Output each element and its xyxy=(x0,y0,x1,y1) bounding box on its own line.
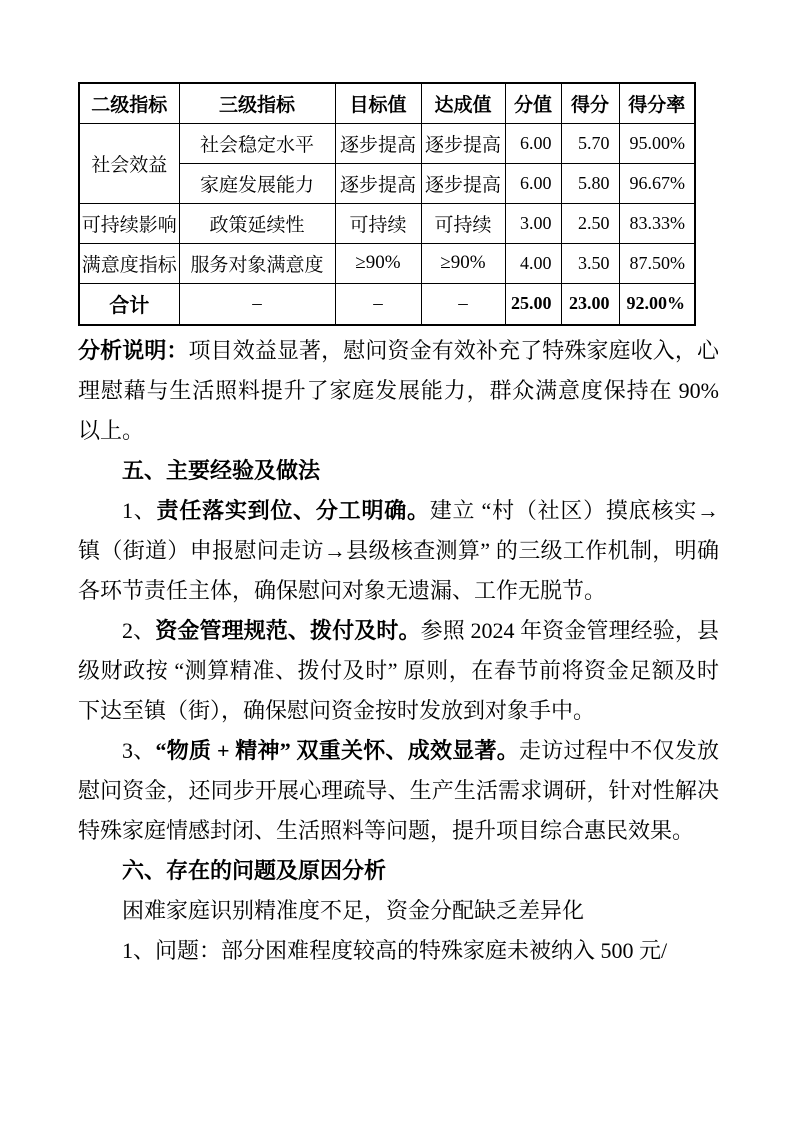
total-rate-cell: 92.00% xyxy=(619,283,695,325)
table-cell: 83.33% xyxy=(619,203,695,243)
table-cell: ≥90% xyxy=(421,243,505,283)
table-cell: 社会稳定水平 xyxy=(179,123,335,163)
table-cell: 3.50 xyxy=(561,243,619,283)
header-score-value: 分值 xyxy=(505,83,561,123)
analysis-text: 项目效益显著，慰问资金有效补充了特殊家庭收入，心理慰藉与生活照料提升了家庭发展能力，群众满意度保持在 90% 以上。 xyxy=(78,338,719,443)
table-cell: 87.50% xyxy=(619,243,695,283)
table-cell: 政策延续性 xyxy=(179,203,335,243)
item-number: 2、 xyxy=(122,618,156,643)
item-bold-lead: 责任落实到位、分工明确。 xyxy=(156,498,430,523)
header-tertiary-indicator: 三级指标 xyxy=(179,83,335,123)
table-total-row xyxy=(79,283,695,325)
item-number: 3、 xyxy=(122,738,156,763)
item-bold-lead: 资金管理规范、拨付及时。 xyxy=(155,618,421,643)
header-achieved-value: 达成值 xyxy=(421,83,505,123)
header-target-value: 目标值 xyxy=(335,83,421,123)
table-cell: 逐步提高 xyxy=(335,123,421,163)
score-table xyxy=(78,82,696,326)
table-cell: 逐步提高 xyxy=(421,123,505,163)
header-score-rate: 得分率 xyxy=(619,83,695,123)
document-content xyxy=(78,82,719,971)
problem-item-1: 1、问题：部分困难程度较高的特殊家庭未被纳入 500 元/ xyxy=(122,938,668,963)
item-text: 建立 “村（社区）摸底核实→镇（街道）申报慰问走访→县级核查测算” 的三级工作机制，明确各环节责任主体，确保慰问对象无遗漏、工作无脱节。 xyxy=(78,498,719,603)
table-cell: 社会效益 xyxy=(79,123,179,203)
analysis-paragraph xyxy=(78,331,719,451)
experience-item-1 xyxy=(78,491,719,611)
item-text: 参照 2024 年资金管理经验，县级财政按 “测算精准、拨付及时” 原则，在春节前将资金足额及时下达至镇（街），确保慰问资金按时发放到对象手中。 xyxy=(78,618,719,723)
total-score-cell: 25.00 xyxy=(505,283,561,325)
table-cell: 3.00 xyxy=(505,203,561,243)
table-cell: ≥90% xyxy=(335,243,421,283)
table-cell: – xyxy=(421,283,505,325)
table-cell: 逐步提高 xyxy=(421,163,505,203)
table-cell: – xyxy=(335,283,421,325)
table-cell: 满意度指标 xyxy=(79,243,179,283)
experience-item-3 xyxy=(78,731,719,851)
header-secondary-indicator: 二级指标 xyxy=(79,83,179,123)
table-row xyxy=(79,203,695,243)
table-cell: – xyxy=(179,283,335,325)
header-score-got: 得分 xyxy=(561,83,619,123)
item-text: 走访过程中不仅发放慰问资金，还同步开展心理疏导、生产生活需求调研，针对性解决特殊家庭情感封闭、生活照料等问题，提升项目综合惠民效果。 xyxy=(78,738,719,843)
total-got-cell: 23.00 xyxy=(561,283,619,325)
table-row xyxy=(79,243,695,283)
table-cell: 95.00% xyxy=(619,123,695,163)
item-number: 1、 xyxy=(122,498,157,523)
table-header-row xyxy=(79,83,695,123)
total-label-cell: 合计 xyxy=(79,283,179,325)
section6-title: 六、存在的问题及原因分析 xyxy=(122,858,387,883)
table-cell: 4.00 xyxy=(505,243,561,283)
table-cell: 6.00 xyxy=(505,163,561,203)
table-cell: 服务对象满意度 xyxy=(179,243,335,283)
table-cell: 2.50 xyxy=(561,203,619,243)
problem-lead: 困难家庭识别精准度不足，资金分配缺乏差异化 xyxy=(122,898,585,923)
table-row xyxy=(79,123,695,163)
table-cell: 可持续 xyxy=(335,203,421,243)
table-cell: 家庭发展能力 xyxy=(179,163,335,203)
table-cell: 96.67% xyxy=(619,163,695,203)
table-cell: 5.80 xyxy=(561,163,619,203)
experience-item-2 xyxy=(78,611,719,731)
table-cell: 可持续影响 xyxy=(79,203,179,243)
table-cell: 逐步提高 xyxy=(335,163,421,203)
table-cell: 可持续 xyxy=(421,203,505,243)
table-cell: 6.00 xyxy=(505,123,561,163)
table-cell: 5.70 xyxy=(561,123,619,163)
section5-title: 五、主要经验及做法 xyxy=(122,458,321,483)
analysis-label: 分析说明： xyxy=(78,338,189,363)
item-bold-lead: “物质 + 精神” 双重关怀、成效显著。 xyxy=(155,738,519,763)
